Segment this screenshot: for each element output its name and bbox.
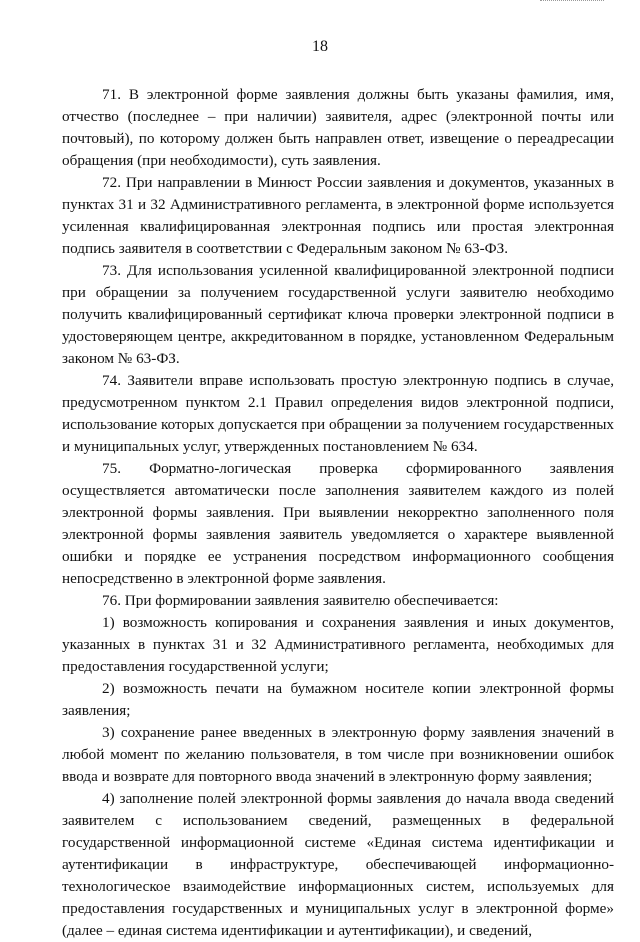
page-number: 18	[312, 38, 328, 55]
list-item-3: 3) сохранение ранее введенных в электронную форму заявления значений в любой момент по желанию пользователя, в том числе при возникновении ошибок ввода и возврате для повторного ввода значений в электронную форму заявления;	[62, 724, 614, 785]
paragraph-76: 76. При формировании заявления заявителю обеспечивается:	[102, 592, 499, 609]
list-item-4: 4) заполнение полей электронной формы заявления до начала ввода сведений заявителем с использованием сведений, размещенных в федеральной государственной информационной системе «Единая система идентификации и аутентификации в инфраструктуре, обеспечивающей информационно-технологическое взаимодействие информационных систем, используемых для предоставления государственных и муниципальных услуг в электронной форме» (далее – единая система идентификации и аутентификации), и сведений,	[62, 790, 614, 939]
paragraph-75: 75. Форматно-логическая проверка сформированного заявления осуществляется автоматически после заполнения заявителем каждого из полей электронной формы заявления. При выявлении некорректно заполненного поля электронной формы заявления заявитель уведомляется о характере выявленной ошибки и порядке ее устранения посредством информационного сообщения непосредственно в электронной форме заявления.	[62, 460, 614, 587]
paragraph-71: 71. В электронной форме заявления должны быть указаны фамилия, имя, отчество (последнее – при наличии) заявителя, адрес (электронной почты или почтовый), по которому должен быть направлен ответ, извещение о переадресации обращения (при необходимости), суть заявления.	[62, 86, 614, 169]
paragraph-72: 72. При направлении в Минюст России заявления и документов, указанных в пунктах 31 и 32 Административного регламента, в электронной форме используется усиленная квалифицированная электронная подпись или простая электронная подпись заявителя в соответствии с Федеральным законом № 63-ФЗ.	[62, 174, 614, 257]
list-item-1: 1) возможность копирования и сохранения заявления и иных документов, указанных в пунктах 31 и 32 Административного регламента, необходимых для предоставления государственной услуги;	[62, 614, 614, 675]
list-item-2: 2) возможность печати на бумажном носителе копии электронной формы заявления;	[62, 680, 614, 719]
scan-artifact	[540, 0, 604, 2]
paragraph-73: 73. Для использования усиленной квалифицированной электронной подписи при обращении за получением государственной услуги заявителю необходимо получить квалифицированный сертификат ключа проверки электронной подписи в удостоверяющем центре, аккредитованном в порядке, установленном Федеральным законом № 63-ФЗ.	[62, 262, 614, 367]
document-body	[62, 84, 614, 942]
paragraph-74: 74. Заявители вправе использовать простую электронную подпись в случае, предусмотренном пунктом 2.1 Правил определения видов электронной подписи, использование которых допускается при обращении за получением государственных и муниципальных услуг, утвержденных постановлением № 634.	[62, 372, 614, 455]
